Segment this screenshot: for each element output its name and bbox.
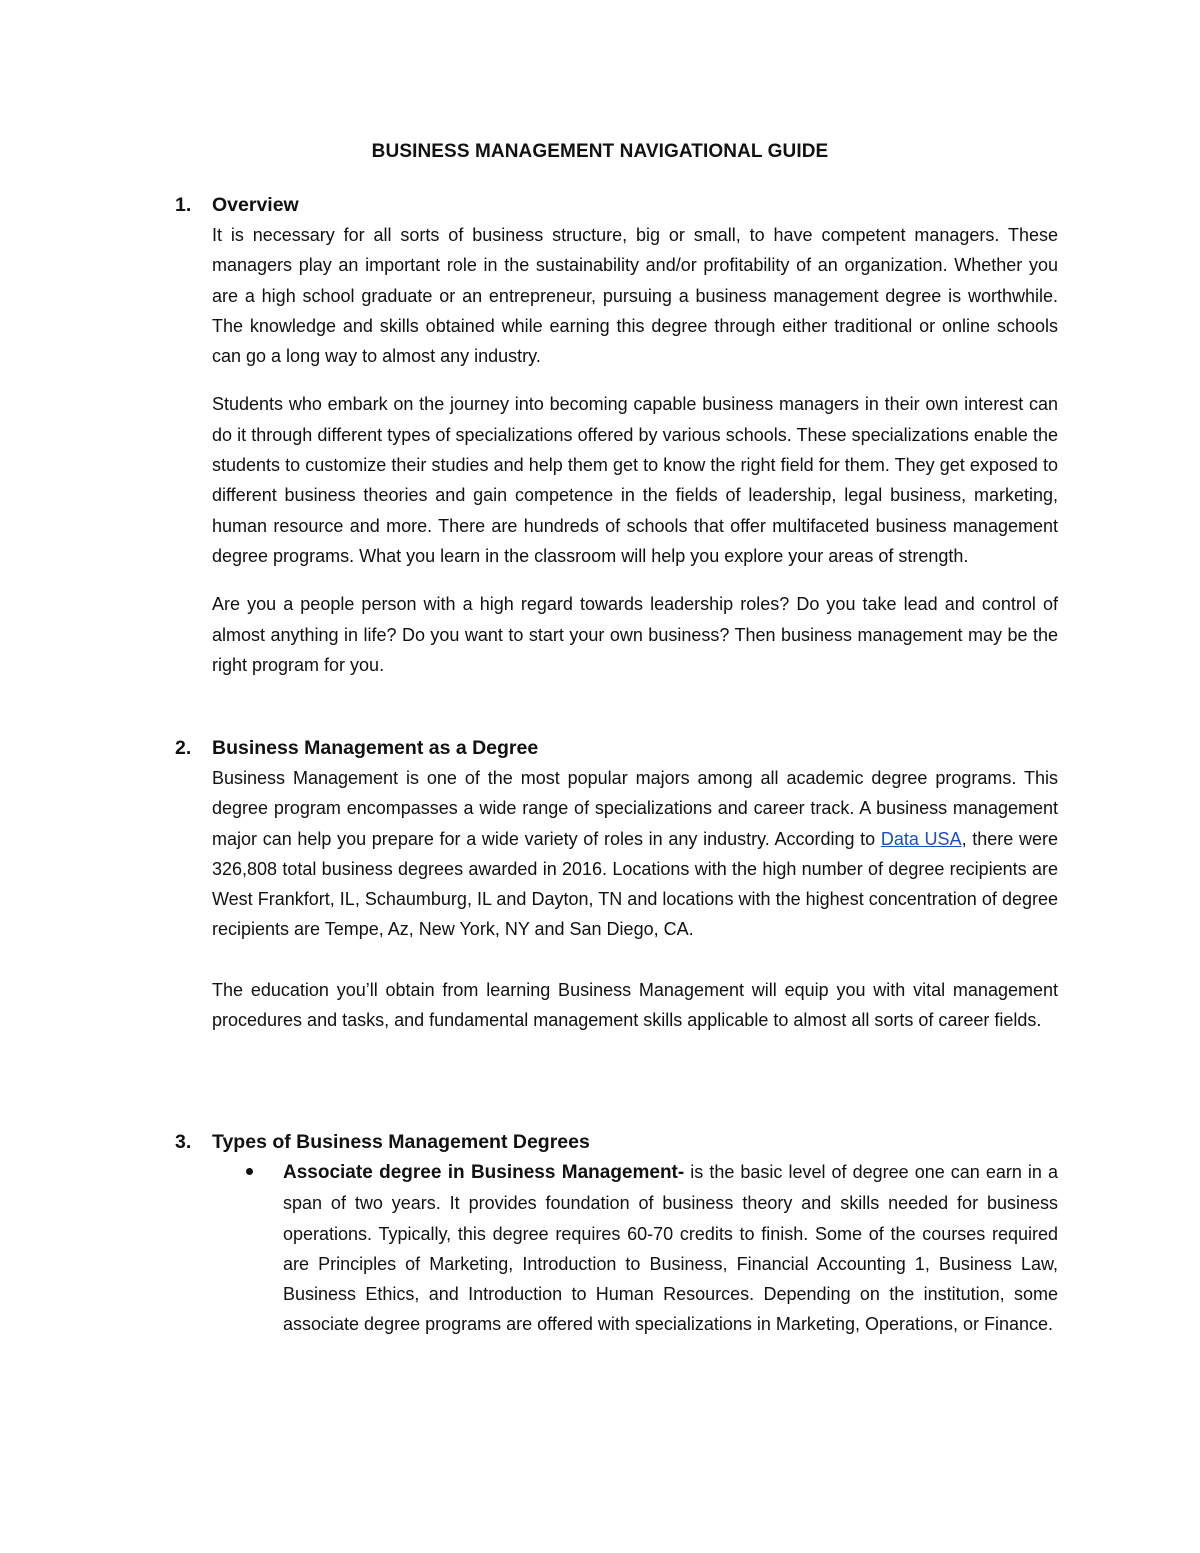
paragraph-text: , there were 326,808 total business degrees awarded in 2016. Locations with the high number of degree recipients are West Frankfort, IL, Schaumburg, IL and Dayton, TN and locations with the highest concentration of degree recipients are Tempe, Az, New York, NY and San Diego, CA.: [212, 828, 1058, 940]
section-business-management-degree: [175, 733, 1058, 1053]
section-number: 2.: [175, 737, 192, 759]
section-heading-text: Overview: [212, 194, 299, 216]
section-overview: [175, 190, 1058, 698]
paragraph: The education you’ll obtain from learning Business Management will equip you with vital management procedures and tasks, and fundamental management skills applicable to almost all sorts of career fields.: [212, 979, 1058, 1031]
paragraph: Are you a people person with a high regard towards leadership roles? Do you take lead and control of almost anything in life? Do you want to start your own business? Then business management may be the right program for you.: [212, 594, 1058, 675]
bullet-lead: Associate degree in Business Management-: [283, 1162, 685, 1183]
section-number: 3.: [175, 1131, 192, 1153]
section-heading: [175, 733, 1058, 763]
data-usa-link[interactable]: Data USA: [880, 828, 962, 849]
section-heading-text: Types of Business Management Degrees: [212, 1131, 590, 1153]
bullet-text: is the basic level of degree one can earn in a span of two years. It provides foundation of business theory and skills needed for business operations. Typically, this degree requires 60-70 credits to finish. Some of the courses required are Principles of Marketing, Introduction to Business, Financial Accounting 1, Business Law, Business Ethics, and Introduction to Human Resources. Depending on the institution, some associate degree programs are offered with specializations in Marketing, Operations, or Finance.: [283, 1162, 1059, 1335]
section-number: 1.: [175, 194, 192, 216]
section-types-of-degrees: [175, 1127, 1058, 1340]
section-heading: [175, 190, 1058, 220]
section-heading: [175, 1127, 1058, 1157]
section-heading-text: Business Management as a Degree: [212, 737, 539, 759]
bullet-list: [212, 1157, 1058, 1340]
paragraph: It is necessary for all sorts of business structure, big or small, to have competent managers. These managers play an important role in the sustainability and/or profitability of an organization. Whether you are a high school graduate or an entrepreneur, pursuing a business management degree is worthwhile. The knowledge and skills obtained while earning this degree through either traditional or online schools can go a long way to almost any industry.: [212, 225, 1058, 367]
paragraph-text: Business Management is one of the most popular majors among all academic degree programs. This degree program encompasses a wide range of specializations and career track. A business management major can help you prepare for a wide variety of roles in any industry. According to: [212, 768, 1058, 849]
paragraph: [212, 763, 1058, 945]
bullet-icon: [246, 1168, 253, 1175]
paragraph: Students who embark on the journey into becoming capable business managers in their own interest can do it through different types of specializations offered by various schools. These specializations enable the students to customize their studies and help them get to know the right field for them. They get exposed to different business theories and gain competence in the fields of leadership, legal business, marketing, human resource and more. There are hundreds of schools that offer multifaceted business management degree programs. What you learn in the classroom will help you explore your areas of strength.: [212, 394, 1058, 566]
list-item: [212, 1157, 1058, 1340]
document-title: BUSINESS MANAGEMENT NAVIGATIONAL GUIDE: [371, 141, 829, 162]
